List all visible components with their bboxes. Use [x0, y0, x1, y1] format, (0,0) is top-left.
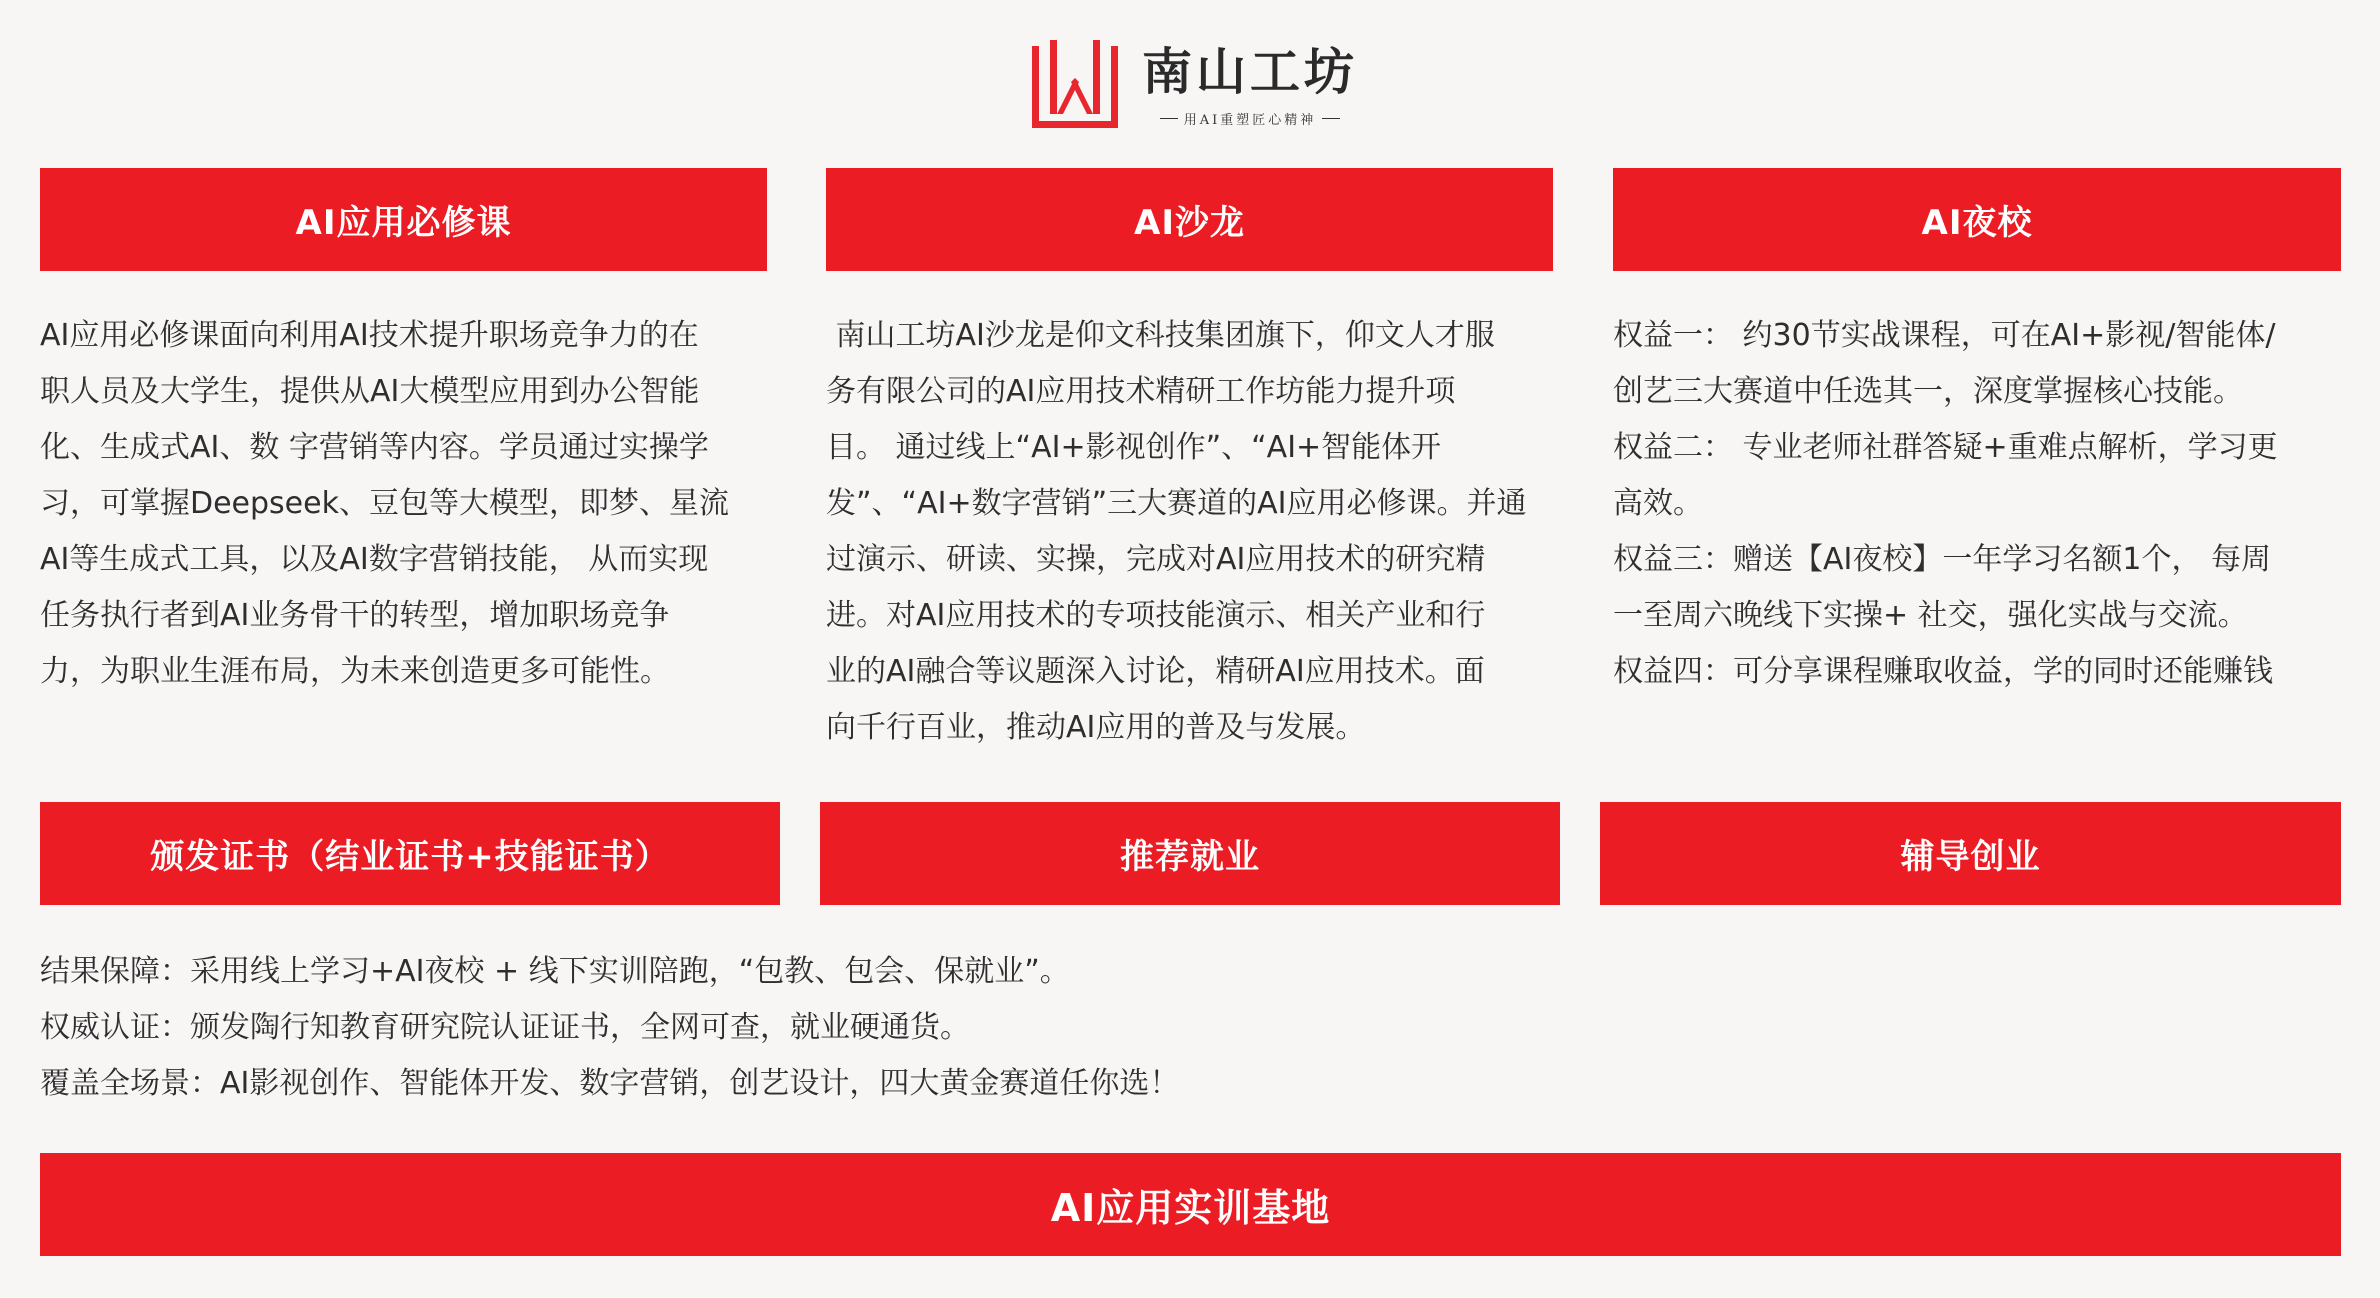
text-line: 进。对AI应用技术的专项技能演示、相关产业和行 [826, 598, 1486, 633]
benefit-line: 权益二： 专业老师社群答疑+重难点解析，学习更 [1613, 430, 2278, 465]
guarantee-item: 权威认证：颁发陶行知教育研究院认证证书，全网可查，就业硬通货。 [40, 1010, 970, 1045]
logo-text [1142, 41, 1358, 128]
brand-logo [1030, 36, 1358, 132]
certificate-banner: 颁发证书（结业证书+技能证书） [40, 802, 780, 905]
startup-banner: 辅导创业 [1600, 802, 2341, 905]
guarantee-list [40, 944, 1640, 1112]
ai-night-school-banner: AI夜校 [1613, 168, 2341, 271]
text-line: 习，可掌握Deepseek、豆包等大模型，即梦、星流 [40, 486, 729, 521]
required-course-description [40, 308, 770, 700]
text-line: 向千行百业，推动AI应用的普及与发展。 [826, 710, 1366, 745]
guarantee-item: 结果保障：采用线上学习+AI夜校 + 线下实训陪跑，“包教、包会、保就业”。 [40, 954, 1070, 989]
text-line: 化、生成式AI、数 字营销等内容。学员通过实操学 [40, 430, 709, 465]
benefit-line: 高效。 [1613, 486, 1703, 521]
benefit-line: 权益一： 约30节实战课程，可在AI+影视/智能体/ [1613, 318, 2276, 353]
training-base-banner: AI应用实训基地 [40, 1153, 2341, 1256]
text-line: 职人员及大学生，提供从AI大模型应用到办公智能 [40, 374, 700, 409]
text-line: 过演示、研读、实操，完成对AI应用技术的研究精 [826, 542, 1486, 577]
text-line: 业的AI融合等议题深入讨论，精研AI应用技术。面 [826, 654, 1485, 689]
ai-salon-description [826, 308, 1556, 756]
employment-banner: 推荐就业 [820, 802, 1560, 905]
benefit-line: 创艺三大赛道中任选其一，深度掌握核心技能。 [1613, 374, 2243, 409]
text-line: 力，为职业生涯布局，为未来创造更多可能性。 [40, 654, 670, 689]
text-line: 务有限公司的AI应用技术精研工作坊能力提升项 [826, 374, 1456, 409]
benefit-line: 权益三：赠送【AI夜校】一年学习名额1个， 每周 [1613, 542, 2271, 577]
text-line: 南山工坊AI沙龙是仰文科技集团旗下，仰文人才服 [826, 318, 1495, 353]
text-line: 发”、“AI+数字营销”三大赛道的AI应用必修课。并通 [826, 486, 1527, 521]
required-course-banner: AI应用必修课 [40, 168, 767, 271]
nanshan-logo-icon [1030, 38, 1120, 130]
text-line: AI等生成式工具，以及AI数字营销技能， 从而实现 [40, 542, 709, 577]
ai-night-school-benefits [1613, 308, 2343, 700]
guarantee-item: 覆盖全场景：AI影视创作、智能体开发、数字营销，创艺设计，四大黄金赛道任你选！ [40, 1066, 1180, 1101]
text-line: 目。 通过线上“AI+影视创作”、“AI+智能体开 [826, 430, 1442, 465]
logo-title: 南山工坊 [1142, 41, 1358, 101]
benefit-line: 权益四：可分享课程赚取收益，学的同时还能赚钱 [1613, 654, 2273, 689]
text-line: 任务执行者到AI业务骨干的转型，增加职场竞争 [40, 598, 670, 633]
text-line: AI应用必修课面向利用AI技术提升职场竞争力的在 [40, 318, 699, 353]
benefit-line: 一至周六晚线下实操+ 社交，强化实战与交流。 [1613, 598, 2248, 633]
logo-slogan: 用AI重塑匠心精神 [1154, 109, 1347, 128]
ai-salon-banner: AI沙龙 [826, 168, 1553, 271]
